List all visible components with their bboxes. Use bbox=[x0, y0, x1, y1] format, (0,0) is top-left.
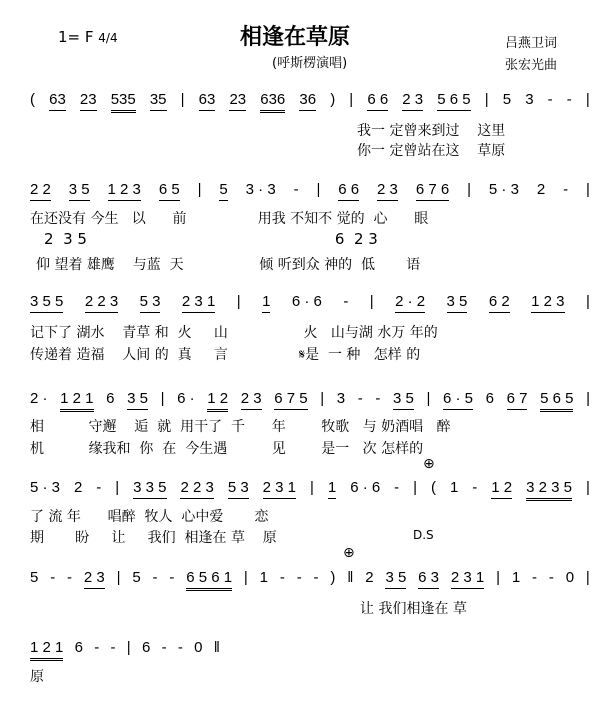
lyric: 我一 定曾来到过 这里 bbox=[357, 123, 506, 139]
note-group: - bbox=[293, 181, 299, 198]
note-group: 5 bbox=[219, 182, 227, 201]
key-signature: 1= F 4/4 bbox=[58, 28, 118, 46]
note-group: 1 bbox=[328, 480, 336, 499]
note-group: 1 2 3 bbox=[531, 294, 564, 313]
note-group: - bbox=[296, 569, 302, 586]
note-group: 2 · 2 bbox=[395, 294, 425, 313]
barline: | bbox=[413, 479, 418, 496]
coda-sign: ⊕ bbox=[343, 545, 355, 561]
note-group: 2 3 bbox=[84, 570, 105, 589]
note-group: 3 · 3 bbox=[245, 181, 276, 198]
note-group: 6 6 bbox=[367, 92, 388, 111]
note-group: 5 6 5 bbox=[437, 92, 470, 111]
note-group: 23 bbox=[229, 92, 246, 111]
coda-sign: ⊕ bbox=[423, 456, 435, 472]
music-row-6 bbox=[30, 570, 590, 591]
lyric: 原 bbox=[30, 669, 44, 685]
note-group: 3 bbox=[525, 91, 534, 108]
note-group: - bbox=[279, 569, 285, 586]
barline: | bbox=[180, 91, 185, 108]
song-title: 相逢在草原 bbox=[240, 25, 351, 50]
barline: | bbox=[585, 181, 590, 198]
lyricist: 吕燕卫词 bbox=[505, 36, 558, 51]
note-group: 3 5 bbox=[69, 182, 90, 201]
note-group: 5 · 3 bbox=[488, 181, 519, 198]
note-group: 1 2 1 bbox=[30, 640, 63, 661]
note-group: 2 bbox=[73, 479, 83, 496]
note-group: 6 7 6 bbox=[416, 182, 449, 201]
note-group: 6 · 6 bbox=[291, 293, 322, 310]
note-group: 1 2 3 bbox=[108, 182, 141, 201]
note-group: - bbox=[169, 569, 175, 586]
lyric: 在还没有 今生 以 前 用我 不知不 觉的 心 眼 bbox=[30, 211, 429, 227]
barline: | bbox=[585, 91, 590, 108]
music-row-3 bbox=[30, 294, 590, 313]
note-group: 3 5 5 bbox=[30, 294, 63, 313]
note-group: 63 bbox=[199, 92, 216, 111]
note-group: 6 bbox=[74, 639, 83, 656]
note-group: - bbox=[472, 479, 478, 496]
lyric: 你一 定曾站在这 草原 bbox=[357, 143, 506, 159]
lyric: 传递着 造福 人间 的 真 言 𝄋是 一 种 怎样 的 bbox=[30, 347, 421, 363]
barline: | bbox=[426, 390, 431, 407]
note-group: 6 7 5 bbox=[274, 391, 307, 410]
note-group: 6 6 bbox=[338, 182, 359, 201]
note-group: ) bbox=[330, 569, 336, 586]
note-group: 35 bbox=[150, 92, 167, 111]
note-group: 2 bbox=[365, 569, 374, 586]
barline: | bbox=[243, 569, 248, 586]
note-group: 1 bbox=[449, 479, 459, 496]
note-group: 2 3 1 bbox=[263, 480, 296, 499]
composer: 张宏光曲 bbox=[505, 58, 558, 73]
note-group: - bbox=[177, 639, 183, 656]
lyric: 让 我们相逢在 草 bbox=[360, 601, 467, 617]
note-group: 6 bbox=[485, 390, 494, 407]
barline: | bbox=[585, 293, 590, 310]
note-group: 1 bbox=[511, 569, 521, 586]
note-group: 5 bbox=[502, 91, 512, 108]
barline: ‖ bbox=[213, 639, 220, 656]
lyric: 机 缘我和 你 在 今生遇 见 是一 次 怎样的 bbox=[30, 441, 424, 457]
lyric: 相 守邂 逅 就 用干了 千 年 牧歌 与 奶酒唱 醉 bbox=[30, 419, 451, 435]
note-group: 6 bbox=[141, 639, 151, 656]
note-group: 23 bbox=[80, 92, 97, 111]
note-group: 6 7 bbox=[507, 391, 528, 410]
note-group: - bbox=[50, 569, 56, 586]
note-group: 5 bbox=[132, 569, 141, 586]
note-group: 2 3 bbox=[241, 391, 262, 410]
note-group: 3 5 bbox=[393, 391, 414, 410]
note-group: 1 bbox=[259, 569, 269, 586]
note-group: ) bbox=[330, 91, 336, 108]
lyric: 记下了 湖水 青草 和 火 山 火 山与湖 水万 年的 bbox=[30, 325, 438, 341]
note-group: - bbox=[548, 569, 554, 586]
note-group: 1 2 bbox=[207, 391, 228, 412]
note-group: 5 bbox=[30, 569, 39, 586]
note-group: 2 3 bbox=[377, 182, 398, 201]
note-group: 2 3 1 bbox=[451, 570, 484, 589]
note-group: 2 3 1 bbox=[182, 294, 215, 313]
note-group: - bbox=[357, 390, 363, 407]
barline: | bbox=[484, 91, 489, 108]
note-group: 3 2 3 5 bbox=[526, 480, 572, 501]
note-group: - bbox=[313, 569, 319, 586]
lyric: 了 流 年 唱醉 牧人 心中爱 恋 bbox=[30, 509, 269, 525]
music-row-7 bbox=[30, 640, 220, 661]
note-group: 2 2 bbox=[30, 182, 51, 201]
barline: ‖ bbox=[347, 569, 354, 586]
note-group: 5 3 bbox=[140, 294, 161, 313]
barline: | bbox=[236, 293, 241, 310]
music-row-5 bbox=[30, 480, 590, 501]
music-row-4 bbox=[30, 391, 590, 412]
note-group: - bbox=[94, 639, 100, 656]
note-group: 2 · bbox=[30, 390, 48, 407]
note-group: 1 2 bbox=[491, 480, 512, 499]
note-group: - bbox=[375, 390, 381, 407]
note-group: 6 3 bbox=[418, 570, 439, 589]
barline: | bbox=[467, 181, 471, 198]
note-group: 6 5 bbox=[159, 182, 180, 201]
note-group: - bbox=[110, 639, 116, 656]
note-group: - bbox=[161, 639, 167, 656]
barline: | bbox=[586, 390, 590, 407]
barline: | bbox=[496, 569, 500, 586]
singer: (呼斯楞演唱) bbox=[272, 56, 348, 71]
barline: | bbox=[585, 569, 590, 586]
note-group: - bbox=[394, 479, 400, 496]
note-group: 6 · bbox=[177, 390, 195, 407]
note-group: - bbox=[563, 181, 569, 198]
note-group: 3 5 bbox=[447, 294, 468, 313]
barline: | bbox=[349, 91, 354, 108]
music-row-1 bbox=[30, 92, 590, 113]
note-group: 63 bbox=[49, 92, 66, 111]
lyric: 期 盼 让 我们 相逢在 草 原 bbox=[30, 530, 277, 546]
note-group: 535 bbox=[111, 92, 136, 113]
note-group: 3 3 5 bbox=[133, 480, 166, 499]
note-group: - bbox=[566, 91, 572, 108]
note-group: 2 2 3 bbox=[85, 294, 118, 313]
note-group: 3 bbox=[336, 390, 346, 407]
note-group: 3 5 bbox=[127, 391, 148, 410]
note-group: 2 3 bbox=[402, 92, 423, 111]
barline: | bbox=[585, 479, 590, 496]
barline: | bbox=[160, 390, 165, 407]
barline: | bbox=[115, 479, 120, 496]
note-group: 5 6 5 bbox=[540, 391, 573, 412]
note-group: 36 bbox=[299, 92, 316, 111]
barline: | bbox=[197, 181, 202, 198]
note-group: 6 2 bbox=[489, 294, 510, 313]
note-group: - bbox=[532, 569, 538, 586]
note-group: ( bbox=[431, 479, 437, 496]
note-group: - bbox=[547, 91, 553, 108]
barline: | bbox=[316, 181, 321, 198]
note-group: 5 · 3 bbox=[30, 479, 61, 496]
note-group: - bbox=[152, 569, 158, 586]
note-group: - bbox=[67, 569, 73, 586]
note-group: 3 5 bbox=[385, 570, 406, 589]
barline: | bbox=[369, 293, 374, 310]
note-group: 0 bbox=[565, 569, 575, 586]
note-group: ( bbox=[30, 91, 35, 108]
note-group: 2 bbox=[536, 181, 546, 198]
note-group: 0 bbox=[194, 639, 203, 656]
barline: | bbox=[320, 390, 325, 407]
ds-mark: D.S bbox=[413, 528, 434, 542]
note-group: 6 5 6 1 bbox=[186, 570, 232, 591]
lyric: 仰 望着 雄鹰 与蓝 天 倾 听到众 神的 低 语 bbox=[36, 257, 421, 273]
note-group: 6 · 6 bbox=[350, 479, 381, 496]
alt-music: 2 3 5 6 2 3 bbox=[44, 230, 378, 248]
note-group: 636 bbox=[260, 92, 285, 113]
note-group: 5 3 bbox=[228, 480, 249, 499]
note-group: - bbox=[96, 479, 102, 496]
barline: | bbox=[126, 639, 131, 656]
note-group: 2 2 3 bbox=[180, 480, 213, 499]
note-group: - bbox=[343, 293, 349, 310]
note-group: 1 bbox=[262, 294, 270, 313]
barline: | bbox=[116, 569, 121, 586]
note-group: 6 · 5 bbox=[443, 391, 473, 410]
music-row-2 bbox=[30, 182, 590, 201]
note-group: 1 2 1 bbox=[60, 391, 93, 412]
note-group: 6 bbox=[106, 390, 115, 407]
barline: | bbox=[310, 479, 314, 496]
